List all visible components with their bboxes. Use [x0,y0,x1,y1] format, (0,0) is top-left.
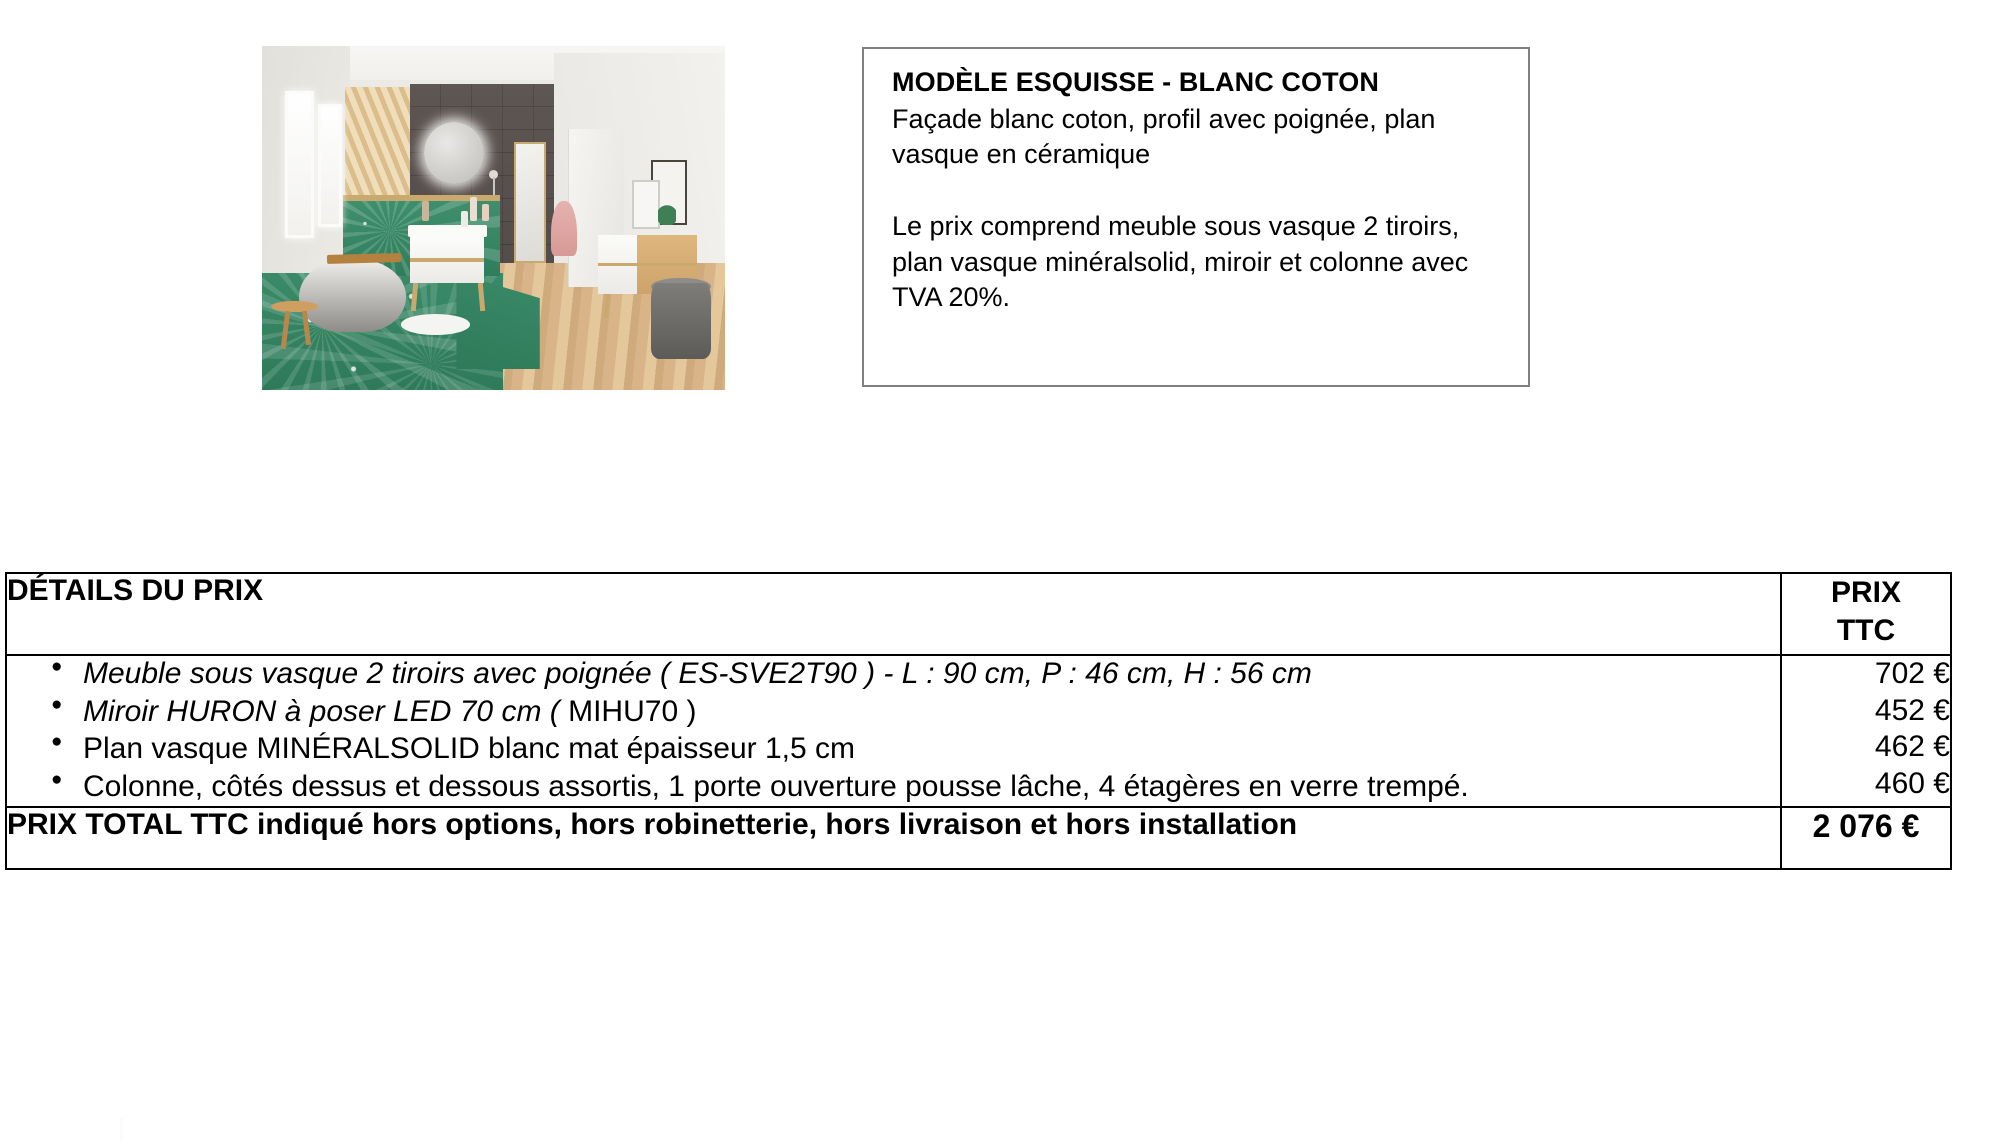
item-price: 460 € [1874,766,1950,800]
total-value: 2 076 € [1781,807,1951,869]
photo-bottle-a [422,201,429,222]
table-total-row [6,807,1951,869]
header-price-line1: PRIX [1830,576,1902,609]
photo-bath-mat [401,314,470,335]
price-details-table [5,572,1952,870]
product-title: MODÈLE ESQUISSE - BLANC COTON [892,67,1379,97]
item-price: 452 € [1874,693,1950,727]
list-item [83,769,1740,807]
list-item-label: Colonne, côtés dessus et dessous assortis, 1 porte ouverture pousse lâche, 4 étagères en verre trempé. [83,769,1469,803]
item-price: 462 € [1874,730,1950,764]
table-row [6,655,1951,807]
product-description-inner [864,49,1528,316]
photo-vanity-handle [410,258,484,262]
photo-bottle-c [482,204,489,221]
product-photo [262,46,725,390]
photo-framed-art-small [632,180,659,229]
photo-bathtub [299,259,405,331]
list-item [83,731,1740,769]
item-list [7,656,1780,806]
photo-round-led-mirror [424,122,484,184]
product-description-text: Façade blanc coton, profil avec poignée, plan vasque en céramique [892,103,1436,170]
photo-vanity-basin-top [408,225,487,237]
header-price-cell [1781,573,1951,655]
list-item-label: Miroir HURON à poser LED 70 cm ( [83,694,560,728]
list-item-label: Meuble sous vasque 2 tiroirs avec poignée ( ES-SVE2T90 ) - L : 90 cm, P : 46 cm, H : 56 cm [83,657,1312,690]
photo-pink-chair [551,201,576,256]
description-spacer [892,173,1502,209]
photo-laundry-basket [651,283,711,359]
item-prices-cell [1781,655,1951,807]
header-details-label: DÉTAILS DU PRIX [6,573,1781,655]
photo-window-right [318,104,343,227]
photo-plant [658,194,677,225]
header-price-line2: TTC [1836,614,1896,648]
photo-bottle-b [470,197,476,221]
item-price: 702 € [1874,657,1950,690]
list-item [83,656,1740,694]
total-label: PRIX TOTAL TTC indiqué hors options, hors robinetterie, hors livraison et hors installation [6,807,1781,869]
photo-bottle-d [461,211,468,226]
page-artifact-mark [120,1118,123,1140]
product-description-box [862,47,1530,387]
product-price-note: Le prix comprend meuble sous vasque 2 tiroirs, plan vasque minéralsolid, miroir et colonne avec TVA 20%. [892,210,1469,313]
photo-window-left [285,91,314,238]
price-table-body [6,655,1951,869]
photo-tall-mirror [514,142,546,263]
photo-stool-top [271,301,317,313]
list-item-label: Plan vasque MINÉRALSOLID blanc mat épaisseur 1,5 cm [83,732,856,766]
items-cell [6,655,1781,807]
photo-sideboard-handle [598,263,698,266]
list-item-code: MIHU70 ) [559,694,697,728]
list-item [83,694,1740,732]
table-header-row [6,573,1951,655]
price-table-head [6,573,1951,655]
